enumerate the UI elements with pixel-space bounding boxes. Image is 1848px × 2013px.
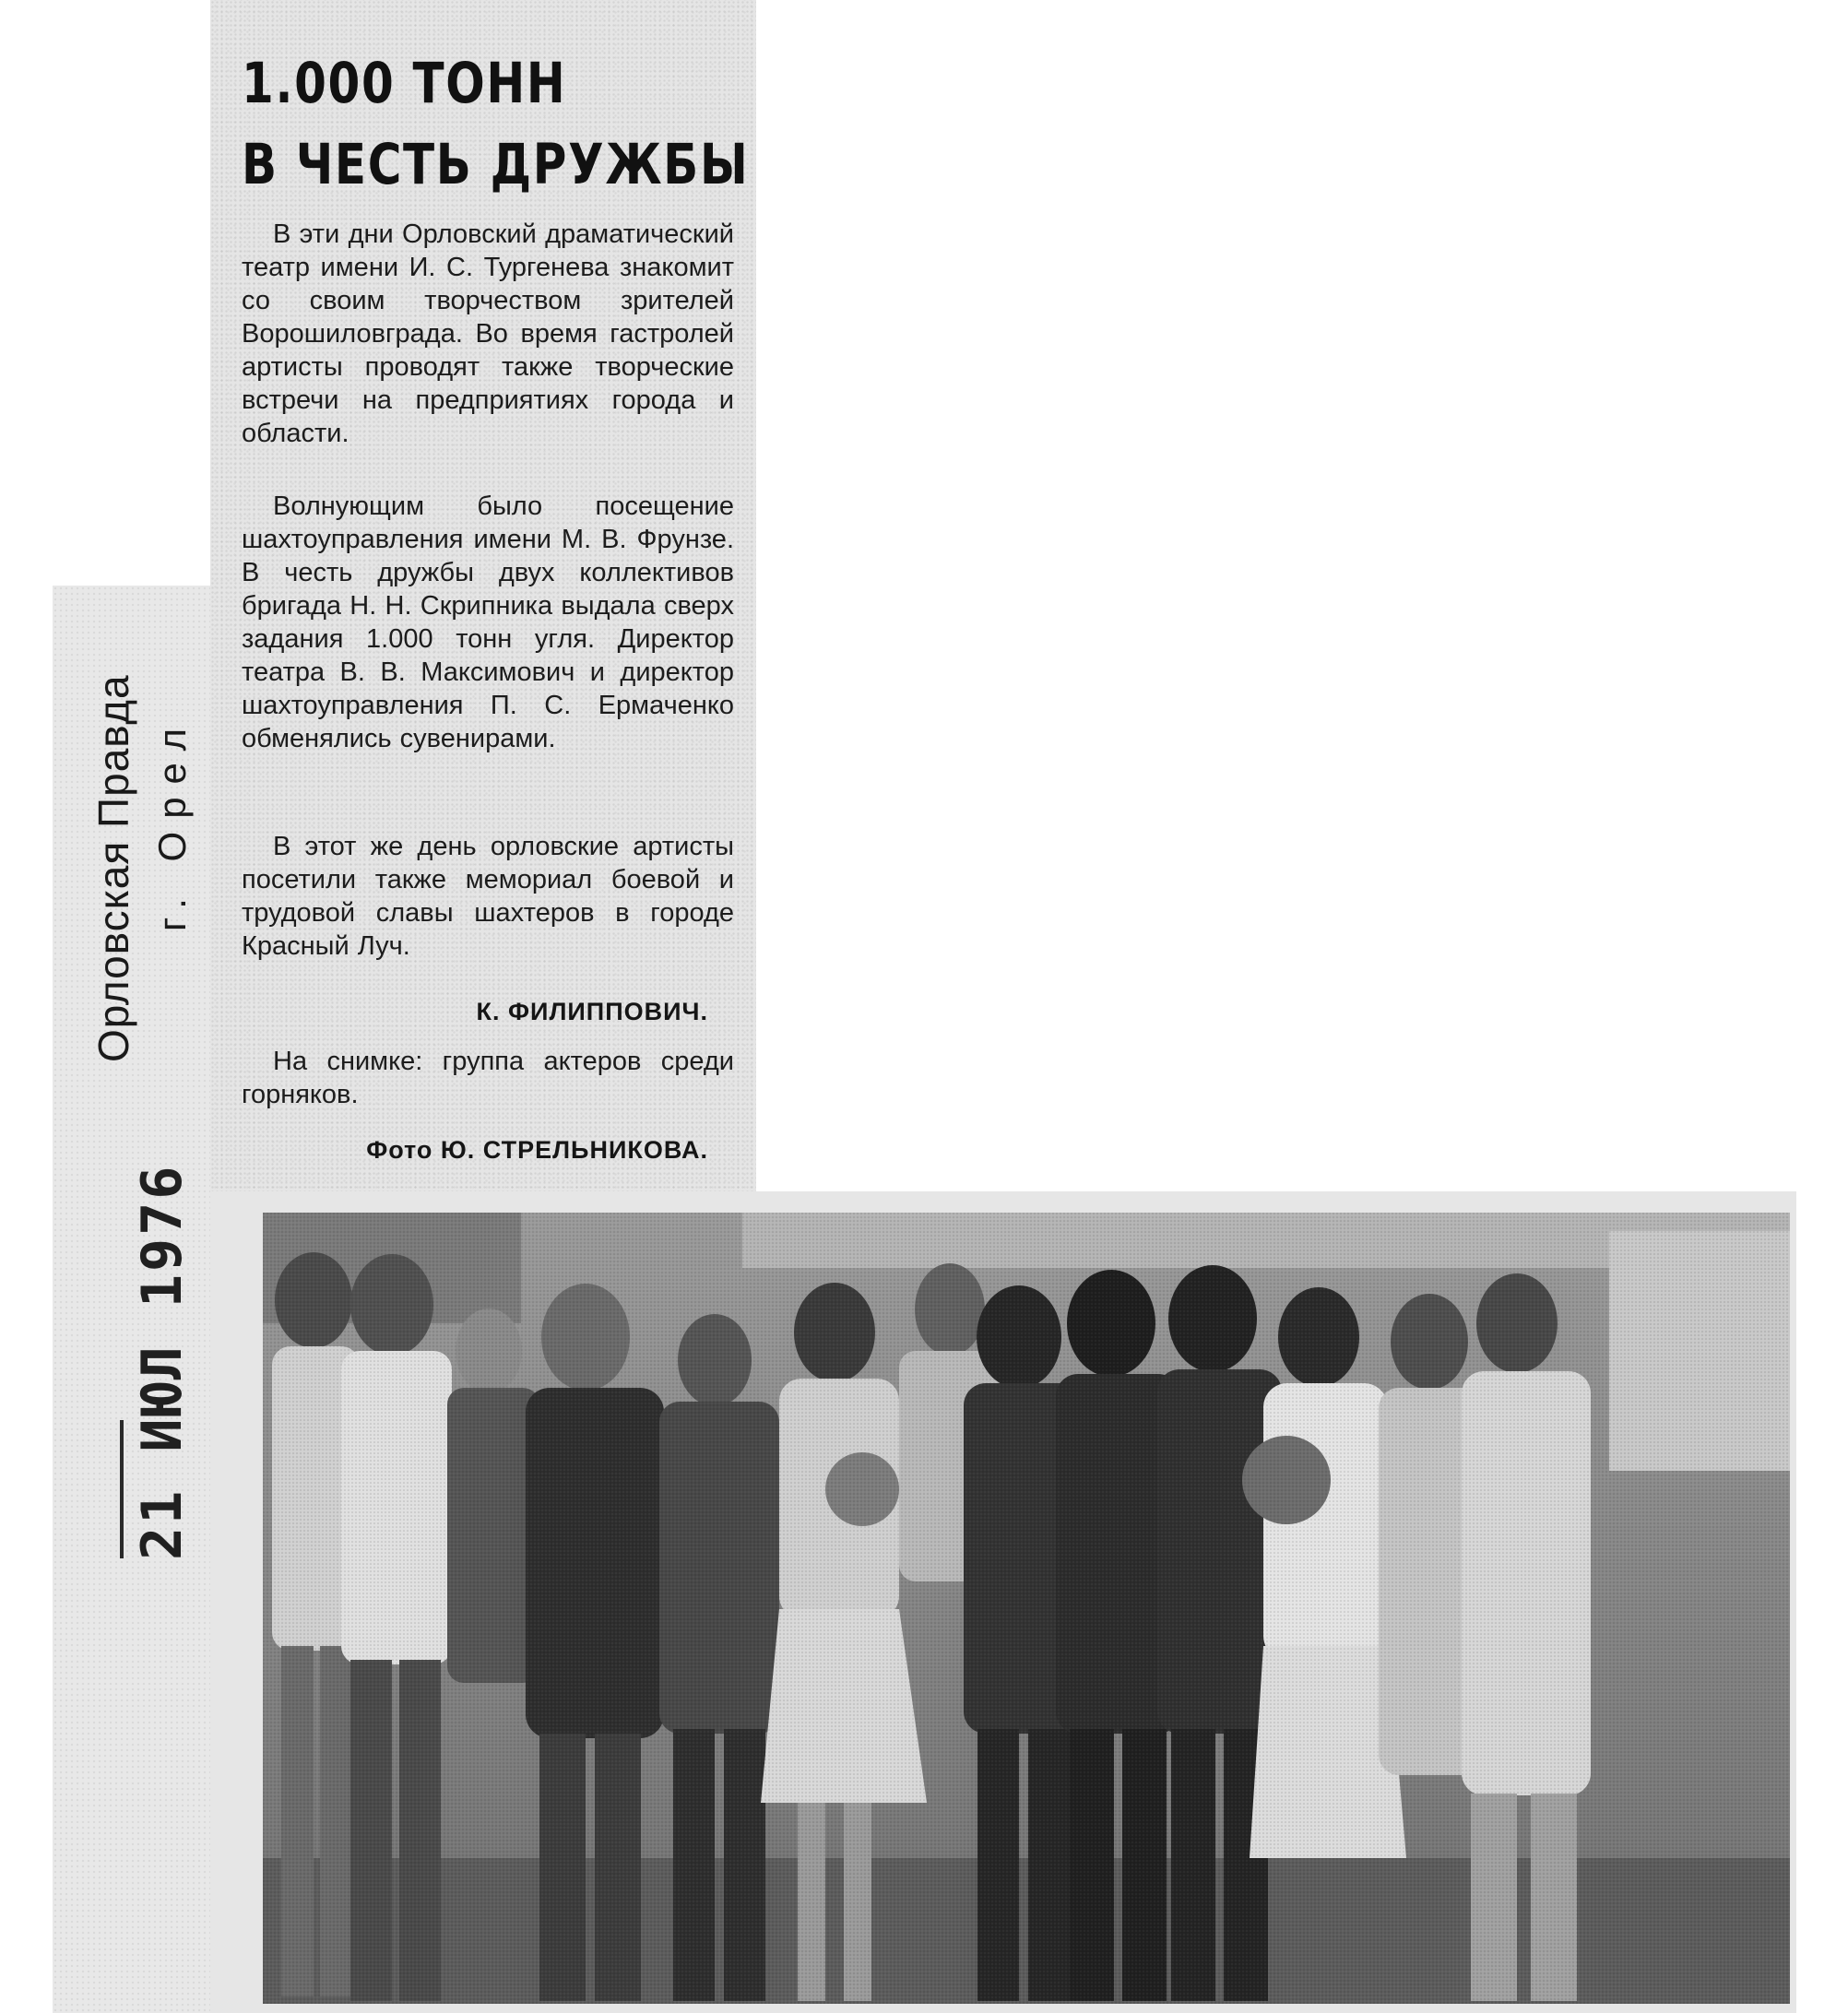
photo-credit: Фото Ю. СТРЕЛЬНИКОВА.	[366, 1136, 708, 1164]
article-paragraph-3: В этот же день орловские артисты посетили также мемориал боевой и трудовой славы шахтеров в городе Красный Луч.	[242, 832, 734, 961]
group-photo-image	[263, 1213, 1790, 2004]
date-stamp: 21 ИЮЛ 1976	[130, 1163, 195, 1560]
headline-line-1: 1.000 ТОНН	[242, 51, 567, 116]
date-stamp-rule	[120, 1420, 124, 1558]
article-paragraph-1: В эти дни Орловский драматический театр имени И. С. Тургенева знакомит со своим творчеством зрителей Ворошиловграда. Во время гастролей артисты проводят также творческие встречи на предприятиях города и области.	[242, 219, 734, 448]
photo-caption: На снимке: группа актеров среди горняков.	[242, 1047, 734, 1109]
article-paragraph-2: Волнующим было посещение шахтоуправления имени М. В. Фрунзе. В честь дружбы двух коллективов бригада Н. Н. Скрипника выдала сверх задания 1.000 тонн угля. Директор театра В. В. Максимович и директор шахтоуправления П. С. Ермаченко обменялись сувенирами.	[242, 491, 734, 753]
newspaper-masthead: Орловская Правда	[89, 674, 137, 1062]
headline-line-2: В ЧЕСТЬ ДРУЖБЫ	[242, 132, 750, 197]
newspaper-city: г. Орел	[150, 715, 194, 931]
author-byline: К. ФИЛИППОВИЧ.	[476, 998, 708, 1025]
group-photo	[263, 1213, 1790, 2004]
